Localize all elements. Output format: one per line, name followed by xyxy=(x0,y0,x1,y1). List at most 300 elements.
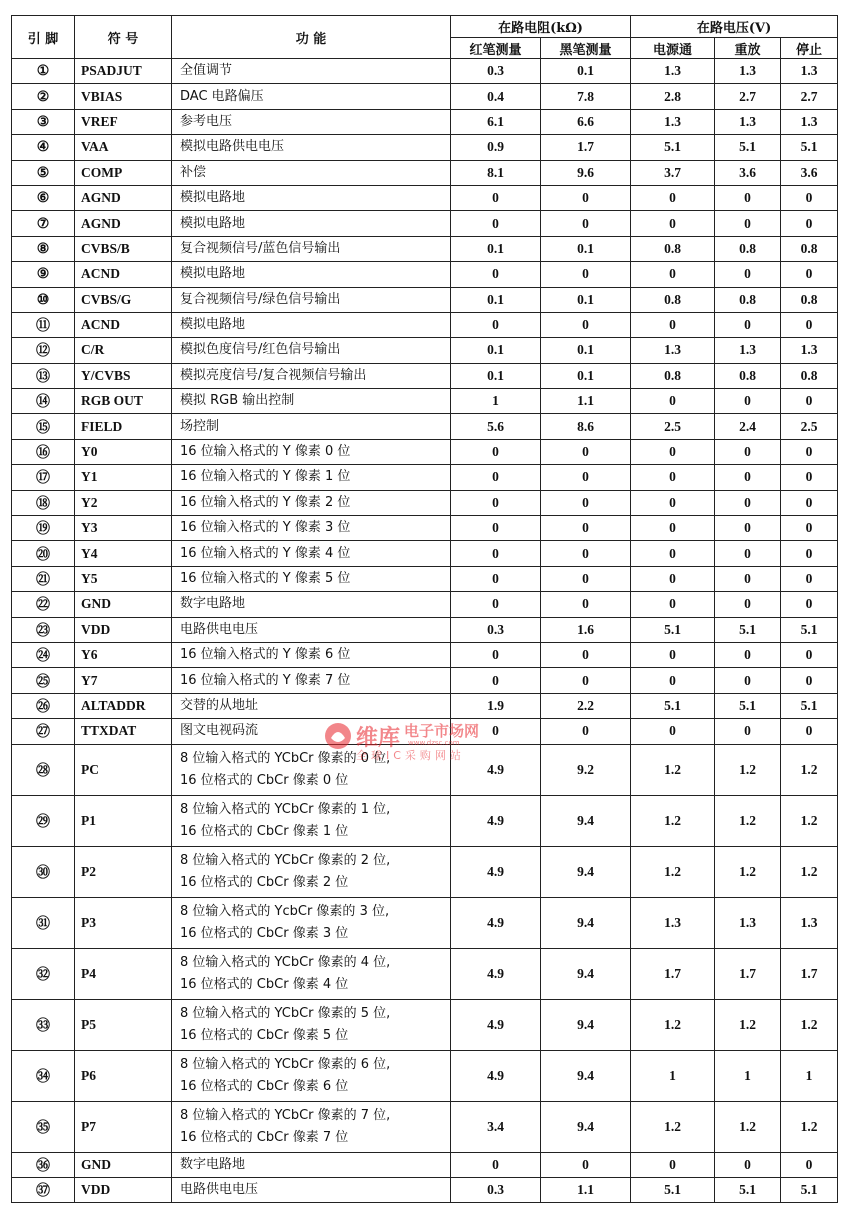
black-probe-cell: 0 xyxy=(541,490,631,515)
red-probe-cell: 4.9 xyxy=(451,999,541,1050)
pin-cell: ㊲ xyxy=(12,1177,75,1202)
function-cell xyxy=(172,312,451,337)
power-on-cell: 0 xyxy=(631,541,715,566)
function-cell xyxy=(172,744,451,795)
red-probe-cell: 0.1 xyxy=(451,236,541,261)
function-line: 全值调节 xyxy=(180,63,233,79)
stop-cell: 0 xyxy=(781,1152,838,1177)
symbol-cell: P1 xyxy=(75,795,172,846)
function-line: 模拟电路地 xyxy=(180,215,246,231)
table-row xyxy=(12,693,838,718)
symbol-cell: AGND xyxy=(75,211,172,236)
header-voltage-group: 在路电压(V) xyxy=(631,16,838,38)
black-probe-cell: 6.6 xyxy=(541,109,631,134)
symbol-cell: ALTADDR xyxy=(75,693,172,718)
watermark-tagline: 全球IC采购网站 xyxy=(356,749,465,762)
function-cell xyxy=(172,211,451,236)
stop-cell: 0 xyxy=(781,490,838,515)
black-probe-cell: 2.2 xyxy=(541,693,631,718)
symbol-cell: P2 xyxy=(75,846,172,897)
table-row xyxy=(12,211,838,236)
function-cell xyxy=(172,693,451,718)
function-line: 16 位输入格式的 Y 像素 0 位 xyxy=(180,444,351,460)
function-line: 模拟电路地 xyxy=(180,190,246,206)
black-probe-cell: 0 xyxy=(541,541,631,566)
table-row xyxy=(12,490,838,515)
black-probe-cell: 1.7 xyxy=(541,135,631,160)
red-probe-cell: 5.6 xyxy=(451,414,541,439)
black-probe-cell: 0 xyxy=(541,439,631,464)
table-row xyxy=(12,363,838,388)
red-probe-cell: 4.9 xyxy=(451,1050,541,1101)
black-probe-cell: 9.4 xyxy=(541,999,631,1050)
pin-cell: ㉟ xyxy=(12,1101,75,1152)
power-on-cell: 1.3 xyxy=(631,59,715,84)
table-row xyxy=(12,135,838,160)
function-cell xyxy=(172,1177,451,1202)
playback-cell: 1 xyxy=(715,1050,781,1101)
pin-table-page xyxy=(11,15,837,1203)
stop-cell: 1.2 xyxy=(781,999,838,1050)
pin-cell: ① xyxy=(12,59,75,84)
function-cell xyxy=(172,592,451,617)
red-probe-cell: 0 xyxy=(451,516,541,541)
pin-cell: ㉞ xyxy=(12,1050,75,1101)
pin-cell: ㊱ xyxy=(12,1152,75,1177)
black-probe-cell: 1.6 xyxy=(541,617,631,642)
watermark-market: 电子市场网 xyxy=(404,722,480,740)
black-probe-cell: 0 xyxy=(541,465,631,490)
function-cell xyxy=(172,236,451,261)
symbol-cell: P4 xyxy=(75,948,172,999)
function-line: 8 位输入格式的 YCbCr 像素的 6 位, xyxy=(180,1056,391,1072)
function-line: 8 位输入格式的 YCbCr 像素的 4 位, xyxy=(180,954,391,970)
function-cell xyxy=(172,262,451,287)
symbol-cell: VDD xyxy=(75,617,172,642)
playback-cell: 0 xyxy=(715,541,781,566)
stop-cell: 0 xyxy=(781,541,838,566)
stop-cell: 0 xyxy=(781,312,838,337)
red-probe-cell: 1.9 xyxy=(451,693,541,718)
playback-cell: 5.1 xyxy=(715,135,781,160)
table-row xyxy=(12,389,838,414)
power-on-cell: 5.1 xyxy=(631,135,715,160)
function-line: 8 位输入格式的 YCbCr 像素的 5 位, xyxy=(180,1005,391,1021)
power-on-cell: 0 xyxy=(631,262,715,287)
black-probe-cell: 9.4 xyxy=(541,1101,631,1152)
power-on-cell: 1.3 xyxy=(631,109,715,134)
power-on-cell: 0 xyxy=(631,439,715,464)
symbol-cell: CVBS/B xyxy=(75,236,172,261)
function-cell xyxy=(172,414,451,439)
stop-cell: 1.3 xyxy=(781,897,838,948)
table-row xyxy=(12,668,838,693)
playback-cell: 0 xyxy=(715,1152,781,1177)
function-line: 场控制 xyxy=(180,418,220,434)
function-line: 16 位格式的 CbCr 像素 3 位 xyxy=(180,925,349,941)
power-on-cell: 0 xyxy=(631,185,715,210)
symbol-cell: Y2 xyxy=(75,490,172,515)
power-on-cell: 0 xyxy=(631,490,715,515)
power-on-cell: 0 xyxy=(631,592,715,617)
table-row xyxy=(12,516,838,541)
red-probe-cell: 3.4 xyxy=(451,1101,541,1152)
black-probe-cell: 7.8 xyxy=(541,84,631,109)
header-row-primary xyxy=(12,16,838,38)
symbol-cell: PSADJUT xyxy=(75,59,172,84)
stop-cell: 3.6 xyxy=(781,160,838,185)
playback-cell: 1.3 xyxy=(715,109,781,134)
playback-cell: 1.2 xyxy=(715,999,781,1050)
playback-cell: 1.3 xyxy=(715,338,781,363)
stop-cell: 0.8 xyxy=(781,287,838,312)
red-probe-cell: 0 xyxy=(451,312,541,337)
playback-cell: 0 xyxy=(715,719,781,744)
pin-cell: ㉜ xyxy=(12,948,75,999)
red-probe-cell: 4.9 xyxy=(451,846,541,897)
stop-cell: 0 xyxy=(781,211,838,236)
black-probe-cell: 0 xyxy=(541,566,631,591)
red-probe-cell: 0 xyxy=(451,465,541,490)
symbol-cell: P6 xyxy=(75,1050,172,1101)
power-on-cell: 0 xyxy=(631,566,715,591)
red-probe-cell: 1 xyxy=(451,389,541,414)
red-probe-cell: 0.1 xyxy=(451,287,541,312)
symbol-cell: ACND xyxy=(75,312,172,337)
symbol-cell: GND xyxy=(75,592,172,617)
playback-cell: 5.1 xyxy=(715,693,781,718)
stop-cell: 5.1 xyxy=(781,693,838,718)
pin-cell: ⑮ xyxy=(12,414,75,439)
power-on-cell: 0.8 xyxy=(631,287,715,312)
function-cell xyxy=(172,84,451,109)
header-stop: 停止 xyxy=(781,38,838,59)
function-line: 16 位格式的 CbCr 像素 0 位 xyxy=(180,772,349,788)
function-cell xyxy=(172,617,451,642)
power-on-cell: 0 xyxy=(631,668,715,693)
function-cell xyxy=(172,846,451,897)
pin-cell: ⑧ xyxy=(12,236,75,261)
black-probe-cell: 0 xyxy=(541,516,631,541)
symbol-cell: Y6 xyxy=(75,642,172,667)
function-cell xyxy=(172,668,451,693)
stop-cell: 5.1 xyxy=(781,1177,838,1202)
power-on-cell: 1.7 xyxy=(631,948,715,999)
symbol-cell: FIELD xyxy=(75,414,172,439)
red-probe-cell: 0.4 xyxy=(451,84,541,109)
function-cell xyxy=(172,490,451,515)
header-resistance-group: 在路电阻(kΩ) xyxy=(451,16,631,38)
function-line: 复合视频信号/绿色信号输出 xyxy=(180,291,341,307)
pin-cell: ㉛ xyxy=(12,897,75,948)
function-line: 16 位输入格式的 Y 像素 5 位 xyxy=(180,571,351,586)
function-line: 16 位格式的 CbCr 像素 6 位 xyxy=(180,1078,349,1094)
black-probe-cell: 0 xyxy=(541,592,631,617)
table-row xyxy=(12,999,838,1050)
playback-cell: 0 xyxy=(715,490,781,515)
watermark-brand: 维库 xyxy=(356,726,401,751)
table-row xyxy=(12,1101,838,1152)
pin-cell: ㉔ xyxy=(12,642,75,667)
table-row xyxy=(12,1050,838,1101)
header-power-on: 电源通 xyxy=(631,38,715,59)
power-on-cell: 1.2 xyxy=(631,744,715,795)
function-line: 模拟亮度信号/复合视频信号输出 xyxy=(180,367,367,383)
power-on-cell: 3.7 xyxy=(631,160,715,185)
black-probe-cell: 0 xyxy=(541,719,631,744)
symbol-cell: CVBS/G xyxy=(75,287,172,312)
playback-cell: 1.3 xyxy=(715,897,781,948)
function-line: 交替的从地址 xyxy=(180,697,259,713)
stop-cell: 0 xyxy=(781,516,838,541)
symbol-cell: COMP xyxy=(75,160,172,185)
playback-cell: 0 xyxy=(715,211,781,236)
header-red-probe: 红笔测量 xyxy=(451,38,541,59)
function-cell xyxy=(172,59,451,84)
playback-cell: 5.1 xyxy=(715,617,781,642)
function-cell xyxy=(172,287,451,312)
symbol-cell: P5 xyxy=(75,999,172,1050)
playback-cell: 0 xyxy=(715,516,781,541)
table-row xyxy=(12,1152,838,1177)
function-cell xyxy=(172,1152,451,1177)
playback-cell: 1.2 xyxy=(715,795,781,846)
function-line: 8 位输入格式的 YCbCr 像素的 7 位, xyxy=(180,1107,391,1123)
pin-cell: ⑲ xyxy=(12,516,75,541)
playback-cell: 0 xyxy=(715,312,781,337)
function-line: 参考电压 xyxy=(180,113,233,129)
black-probe-cell: 8.6 xyxy=(541,414,631,439)
table-row xyxy=(12,948,838,999)
pin-cell: ㉝ xyxy=(12,999,75,1050)
red-probe-cell: 0 xyxy=(451,719,541,744)
pin-cell: ㉓ xyxy=(12,617,75,642)
symbol-cell: C/R xyxy=(75,338,172,363)
stop-cell: 1.3 xyxy=(781,338,838,363)
stop-cell: 0 xyxy=(781,668,838,693)
playback-cell: 1.2 xyxy=(715,744,781,795)
playback-cell: 0.8 xyxy=(715,363,781,388)
function-line: 16 位输入格式的 Y 像素 4 位 xyxy=(180,545,351,561)
stop-cell: 0 xyxy=(781,389,838,414)
pin-cell: ㉕ xyxy=(12,668,75,693)
stop-cell: 1.3 xyxy=(781,109,838,134)
power-on-cell: 0 xyxy=(631,516,715,541)
black-probe-cell: 0 xyxy=(541,312,631,337)
function-cell xyxy=(172,795,451,846)
symbol-cell: Y7 xyxy=(75,668,172,693)
playback-cell: 0 xyxy=(715,389,781,414)
header-playback: 重放 xyxy=(715,38,781,59)
function-line: 8 位输入格式的 YCbCr 像素的 1 位, xyxy=(180,801,391,817)
stop-cell: 0 xyxy=(781,439,838,464)
watermark-url: www.dzsc.com xyxy=(408,739,460,747)
pin-cell: ⑤ xyxy=(12,160,75,185)
pin-cell: ㉙ xyxy=(12,795,75,846)
function-line: DAC 电路偏压 xyxy=(180,88,264,104)
black-probe-cell: 9.4 xyxy=(541,897,631,948)
symbol-cell: Y/CVBS xyxy=(75,363,172,388)
table-row xyxy=(12,185,838,210)
playback-cell: 0 xyxy=(715,642,781,667)
power-on-cell: 0 xyxy=(631,211,715,236)
power-on-cell: 0 xyxy=(631,389,715,414)
pin-cell: ② xyxy=(12,84,75,109)
power-on-cell: 1.2 xyxy=(631,999,715,1050)
black-probe-cell: 0 xyxy=(541,668,631,693)
function-cell xyxy=(172,439,451,464)
symbol-cell: TTXDAT xyxy=(75,719,172,744)
stop-cell: 0 xyxy=(781,566,838,591)
function-line: 16 位格式的 CbCr 像素 2 位 xyxy=(180,874,349,890)
red-probe-cell: 0.9 xyxy=(451,135,541,160)
symbol-cell: RGB OUT xyxy=(75,389,172,414)
playback-cell: 0 xyxy=(715,465,781,490)
function-line: 16 位格式的 CbCr 像素 4 位 xyxy=(180,976,349,992)
pin-cell: ㉖ xyxy=(12,693,75,718)
black-probe-cell: 9.4 xyxy=(541,1050,631,1101)
pin-cell: ㉘ xyxy=(12,744,75,795)
function-line: 16 位格式的 CbCr 像素 5 位 xyxy=(180,1027,349,1043)
black-probe-cell: 0.1 xyxy=(541,59,631,84)
symbol-cell: Y5 xyxy=(75,566,172,591)
red-probe-cell: 0 xyxy=(451,541,541,566)
red-probe-cell: 0 xyxy=(451,642,541,667)
table-row xyxy=(12,109,838,134)
black-probe-cell: 0 xyxy=(541,211,631,236)
red-probe-cell: 6.1 xyxy=(451,109,541,134)
stop-cell: 5.1 xyxy=(781,617,838,642)
red-probe-cell: 0 xyxy=(451,592,541,617)
power-on-cell: 1 xyxy=(631,1050,715,1101)
function-cell xyxy=(172,897,451,948)
power-on-cell: 5.1 xyxy=(631,617,715,642)
table-row xyxy=(12,84,838,109)
function-cell xyxy=(172,1101,451,1152)
symbol-cell: VREF xyxy=(75,109,172,134)
power-on-cell: 0.8 xyxy=(631,236,715,261)
red-probe-cell: 0.1 xyxy=(451,338,541,363)
table-row xyxy=(12,439,838,464)
table-row xyxy=(12,59,838,84)
table-row xyxy=(12,1177,838,1202)
function-line: 数字电路地 xyxy=(180,1156,246,1172)
stop-cell: 1.2 xyxy=(781,795,838,846)
function-cell xyxy=(172,516,451,541)
pin-cell: ㉗ xyxy=(12,719,75,744)
function-cell xyxy=(172,389,451,414)
pin-cell: ⑱ xyxy=(12,490,75,515)
table-row xyxy=(12,262,838,287)
header-symbol: 符 号 xyxy=(75,16,172,59)
symbol-cell: Y3 xyxy=(75,516,172,541)
power-on-cell: 1.3 xyxy=(631,897,715,948)
function-cell xyxy=(172,1050,451,1101)
function-cell xyxy=(172,338,451,363)
symbol-cell: Y0 xyxy=(75,439,172,464)
symbol-cell: Y4 xyxy=(75,541,172,566)
power-on-cell: 0 xyxy=(631,312,715,337)
pin-function-table xyxy=(11,15,838,1203)
playback-cell: 2.7 xyxy=(715,84,781,109)
power-on-cell: 0 xyxy=(631,1152,715,1177)
function-cell xyxy=(172,109,451,134)
stop-cell: 0 xyxy=(781,262,838,287)
symbol-cell: Y1 xyxy=(75,465,172,490)
pin-cell: ⑨ xyxy=(12,262,75,287)
playback-cell: 1.2 xyxy=(715,1101,781,1152)
black-probe-cell: 1.1 xyxy=(541,389,631,414)
power-on-cell: 1.2 xyxy=(631,1101,715,1152)
playback-cell: 0.8 xyxy=(715,287,781,312)
power-on-cell: 2.5 xyxy=(631,414,715,439)
table-row xyxy=(12,236,838,261)
symbol-cell: VAA xyxy=(75,135,172,160)
red-probe-cell: 0 xyxy=(451,439,541,464)
red-probe-cell: 0.3 xyxy=(451,1177,541,1202)
stop-cell: 0.8 xyxy=(781,363,838,388)
function-line: 图文电视码流 xyxy=(180,723,259,739)
stop-cell: 0.8 xyxy=(781,236,838,261)
pin-cell: ③ xyxy=(12,109,75,134)
table-row xyxy=(12,592,838,617)
black-probe-cell: 0 xyxy=(541,1152,631,1177)
red-probe-cell: 0.3 xyxy=(451,59,541,84)
red-probe-cell: 4.9 xyxy=(451,744,541,795)
black-probe-cell: 0.1 xyxy=(541,363,631,388)
red-probe-cell: 0.3 xyxy=(451,617,541,642)
function-line: 补偿 xyxy=(180,164,207,180)
function-cell xyxy=(172,363,451,388)
stop-cell: 1.7 xyxy=(781,948,838,999)
red-probe-cell: 0 xyxy=(451,185,541,210)
function-line: 电路供电电压 xyxy=(180,1182,259,1198)
stop-cell: 5.1 xyxy=(781,135,838,160)
pin-cell: ⑬ xyxy=(12,363,75,388)
black-probe-cell: 0.1 xyxy=(541,338,631,363)
playback-cell: 3.6 xyxy=(715,160,781,185)
header-function: 功 能 xyxy=(172,16,451,59)
function-line: 电路供电电压 xyxy=(180,621,259,637)
table-row xyxy=(12,160,838,185)
function-line: 模拟 RGB 输出控制 xyxy=(180,393,295,409)
function-line: 复合视频信号/蓝色信号输出 xyxy=(180,240,341,256)
function-cell xyxy=(172,999,451,1050)
power-on-cell: 0.8 xyxy=(631,363,715,388)
pin-cell: ⑯ xyxy=(12,439,75,464)
playback-cell: 0.8 xyxy=(715,236,781,261)
red-probe-cell: 4.9 xyxy=(451,948,541,999)
black-probe-cell: 0 xyxy=(541,262,631,287)
playback-cell: 1.3 xyxy=(715,59,781,84)
function-cell xyxy=(172,185,451,210)
power-on-cell: 0 xyxy=(631,719,715,744)
pin-cell: ⑩ xyxy=(12,287,75,312)
function-line: 16 位格式的 CbCr 像素 1 位 xyxy=(180,823,349,839)
table-row xyxy=(12,897,838,948)
pin-cell: ⑰ xyxy=(12,465,75,490)
red-probe-cell: 8.1 xyxy=(451,160,541,185)
table-row xyxy=(12,465,838,490)
function-line: 16 位输入格式的 Y 像素 6 位 xyxy=(180,647,351,663)
function-line: 模拟色度信号/红色信号输出 xyxy=(180,342,341,358)
red-probe-cell: 0.1 xyxy=(451,363,541,388)
table-row xyxy=(12,744,838,795)
red-probe-cell: 4.9 xyxy=(451,795,541,846)
function-cell xyxy=(172,719,451,744)
playback-cell: 5.1 xyxy=(715,1177,781,1202)
red-probe-cell: 0 xyxy=(451,566,541,591)
